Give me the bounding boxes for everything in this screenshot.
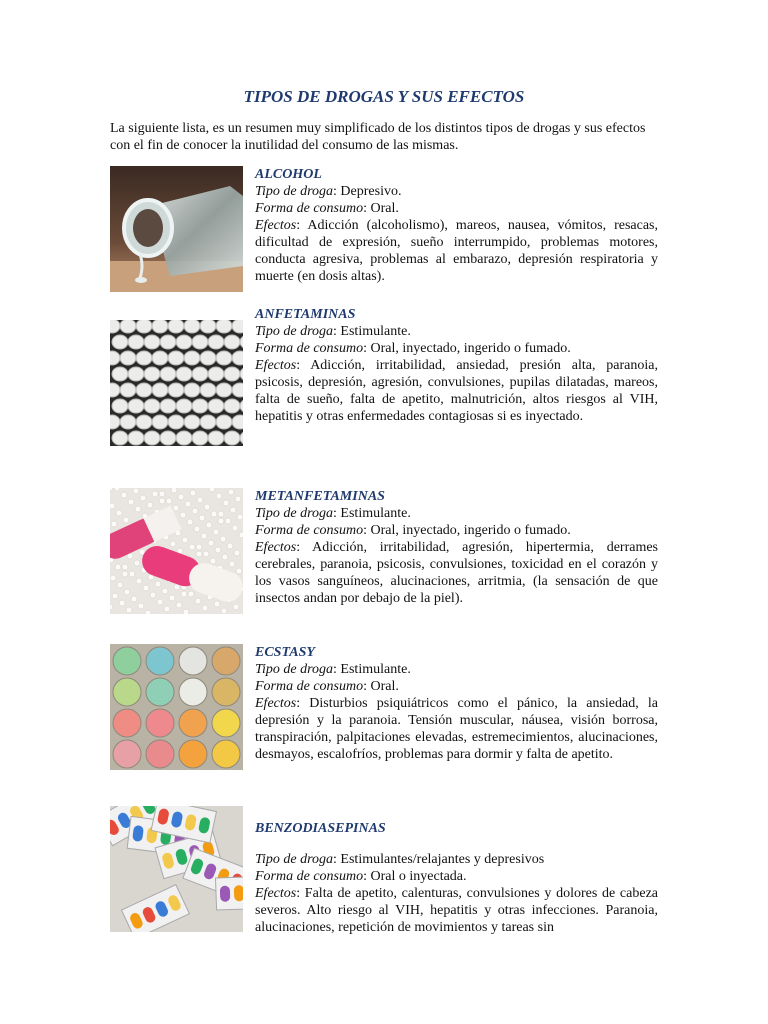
tipo-value: : Depresivo. — [333, 184, 402, 199]
forma-label: Forma de consumo — [255, 679, 364, 694]
tipo-label: Tipo de droga — [255, 852, 334, 867]
page-title: TIPOS DE DROGAS Y SUS EFECTOS — [243, 87, 525, 106]
drug-name: METANFETAMINAS — [255, 489, 385, 504]
pink-capsules-image — [110, 488, 243, 614]
forma-value: : Oral. — [363, 679, 399, 694]
efectos-label: Efectos — [255, 218, 297, 233]
intro-paragraph: La siguiente lista, es un resumen muy simplificado de los distintos tipos de drogas y sus efectos con el fin de conocer la inutilidad del consumo de las mismas. — [110, 121, 646, 153]
white-pills-image — [110, 320, 243, 446]
efectos-label: Efectos — [255, 540, 297, 555]
alcohol-bottle-image — [110, 166, 243, 292]
drug-text-metanfetaminas — [255, 488, 658, 607]
efectos-label: Efectos — [255, 358, 297, 373]
drug-name: ANFETAMINAS — [255, 307, 356, 322]
drug-name: ALCOHOL — [255, 167, 322, 182]
efectos-value: : Adicción (alcoholismo), mareos, nausea, vómitos, resacas, dificultad de expresión, sueño interrumpido, problemas motores, conducta agresiva, problemas al embarazo, depresión respiratoria y muerte (en dosis altas). — [255, 218, 658, 284]
drug-text-ecstasy — [255, 644, 658, 763]
forma-value: : Oral, inyectado, ingerido o fumado. — [363, 341, 571, 356]
tipo-value: : Estimulantes/relajantes y depresivos — [333, 852, 545, 867]
forma-label: Forma de consumo — [255, 523, 364, 538]
efectos-label: Efectos — [255, 886, 297, 901]
tipo-label: Tipo de droga — [255, 506, 334, 521]
tipo-value: : Estimulante. — [333, 506, 411, 521]
tipo-value: : Estimulante. — [333, 662, 411, 677]
tipo-label: Tipo de droga — [255, 662, 334, 677]
efectos-label: Efectos — [255, 696, 297, 711]
forma-value: : Oral. — [363, 201, 399, 216]
forma-label: Forma de consumo — [255, 341, 364, 356]
tipo-label: Tipo de droga — [255, 324, 334, 339]
efectos-value: : Falta de apetito, calenturas, convulsiones y dolores de cabeza severos. Alto riesgo al VIH, hepatitis y otras infecciones. Paranoia, alucinaciones, repetición de movimientos y tareas sin — [255, 886, 658, 935]
tipo-value: : Estimulante. — [333, 324, 411, 339]
drug-name: BENZODIASEPINAS — [255, 821, 386, 836]
drug-name: ECSTASY — [255, 645, 315, 660]
drug-text-anfetaminas — [255, 306, 658, 425]
drug-text-alcohol — [255, 166, 658, 285]
colored-tablets-image — [110, 644, 243, 770]
tipo-label: Tipo de droga — [255, 184, 334, 199]
drug-text-benzodiasepinas — [255, 820, 658, 936]
forma-value: : Oral o inyectada. — [363, 869, 467, 884]
efectos-value: : Adicción, irritabilidad, ansiedad, presión alta, paranoia, psicosis, depresión, agresión, convulsiones, pupilas dilatadas, mareos, falta de sueño, falta de apetito, malnutrición, altos riesgos al VIH, hepatitis y otras enfermedades contagiosas si es inyectado. — [255, 358, 658, 424]
forma-value: : Oral, inyectado, ingerido o fumado. — [363, 523, 571, 538]
efectos-value: : Adicción, irritabilidad, agresión, hipertermia, derrames cerebrales, paranoia, psicosis, convulsiones, toxicidad en el corazón y los vasos sanguíneos, alucinaciones, arritmia, (la sensación de que insectos andan por debajo de la piel). — [255, 540, 658, 606]
blister-packs-image — [110, 806, 243, 932]
efectos-value: : Disturbios psiquiátricos como el pánico, la ansiedad, la depresión y la paranoia. Tensión muscular, náusea, visión borrosa, transpiración, palpitaciones elevadas, estremecimientos, alucinaciones, desmayos, escalofríos, problemas para dormir y falta de apetito. — [255, 696, 658, 762]
forma-label: Forma de consumo — [255, 201, 364, 216]
forma-label: Forma de consumo — [255, 869, 364, 884]
